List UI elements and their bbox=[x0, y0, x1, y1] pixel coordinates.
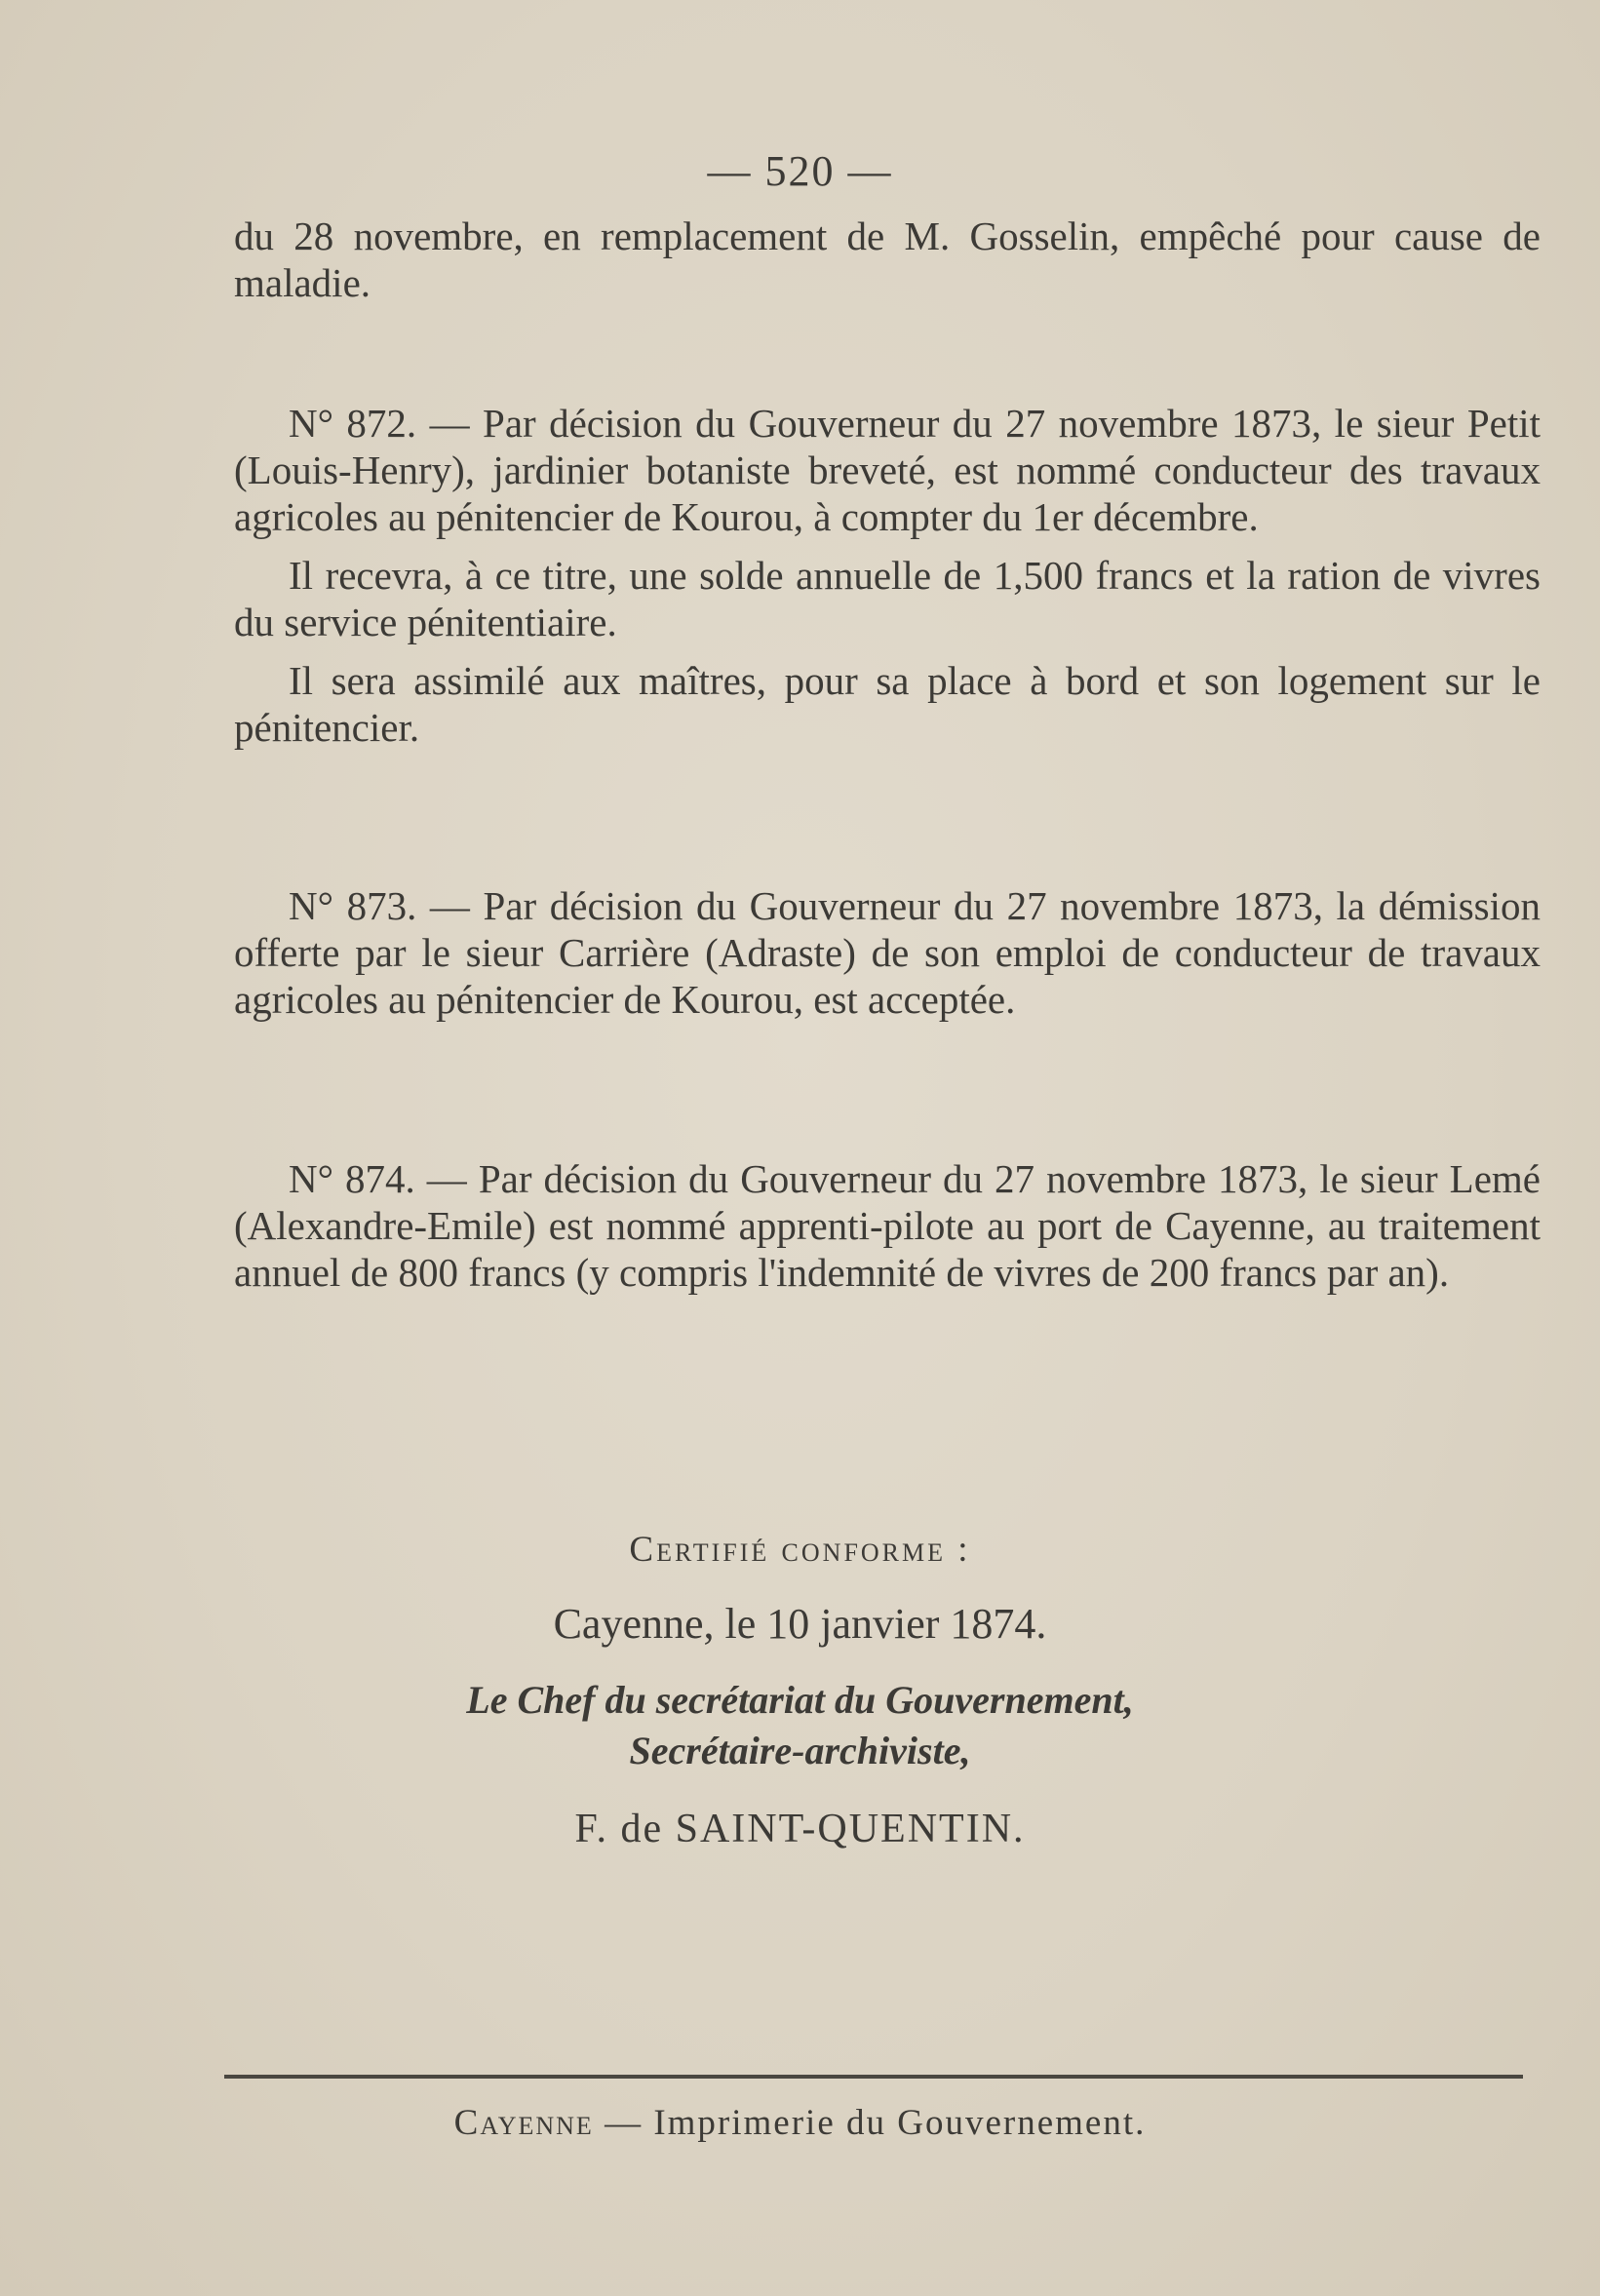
entry-872 bbox=[234, 400, 1541, 751]
imprint bbox=[0, 2102, 1600, 2144]
continuation-paragraph: du 28 novembre, en remplacement de M. Gosselin, empêché pour cause de maladie. bbox=[234, 214, 1541, 305]
entry-872-paragraph-1: N° 872. — Par décision du Gouverneur du 27 novembre 1873, le sieur Petit (Louis-Henry), jardinier botaniste breveté, est nommé conducteur des travaux agricoles au pénitencier de Kourou, à compter du 1er décembre. bbox=[234, 401, 1541, 539]
entry-873-paragraph: N° 873. — Par décision du Gouverneur du 27 novembre 1873, la démission offerte par le sieur Carrière (Adraste) de son emploi de conducteur de travaux agricoles au pénitencier de Kourou, est acceptée. bbox=[234, 883, 1541, 1022]
chief-title bbox=[0, 1675, 1600, 1776]
imprint-printer: Imprimerie du Gouvernement. bbox=[653, 2103, 1147, 2143]
entry-874-paragraph: N° 874. — Par décision du Gouverneur du 27 novembre 1873, le sieur Lemé (Alexandre-Emile) est nommé apprenti-pilote au port de Cayenne, au traitement annuel de 800 francs (y compris l'indemnité de vivres de 200 francs par an). bbox=[234, 1156, 1541, 1295]
entry-872-paragraph-2: Il recevra, à ce titre, une solde annuelle de 1,500 francs et la ration de vivres du service pénitentiaire. bbox=[234, 553, 1541, 644]
entry-873 bbox=[234, 882, 1541, 1023]
chief-title-line-1: Le Chef du secrétariat du Gouvernement, bbox=[466, 1678, 1134, 1722]
place-date: Cayenne, le 10 janvier 1874. bbox=[553, 1600, 1047, 1648]
entry-874 bbox=[234, 1155, 1541, 1296]
chief-title-line-2: Secrétaire-archiviste, bbox=[629, 1729, 971, 1772]
footer-rule bbox=[224, 2075, 1523, 2079]
continuation-block bbox=[234, 213, 1541, 306]
imprint-city: Cayenne bbox=[453, 2103, 594, 2143]
entry-872-paragraph-3: Il sera assimilé aux maîtres, pour sa place à bord et son logement sur le pénitencier. bbox=[234, 658, 1541, 750]
certification-label: Certifié conforme : bbox=[629, 1530, 971, 1570]
signature: F. de SAINT-QUENTIN. bbox=[574, 1807, 1026, 1851]
imprint-separator: — bbox=[605, 2103, 644, 2143]
page-number: — 520 — bbox=[707, 147, 893, 195]
